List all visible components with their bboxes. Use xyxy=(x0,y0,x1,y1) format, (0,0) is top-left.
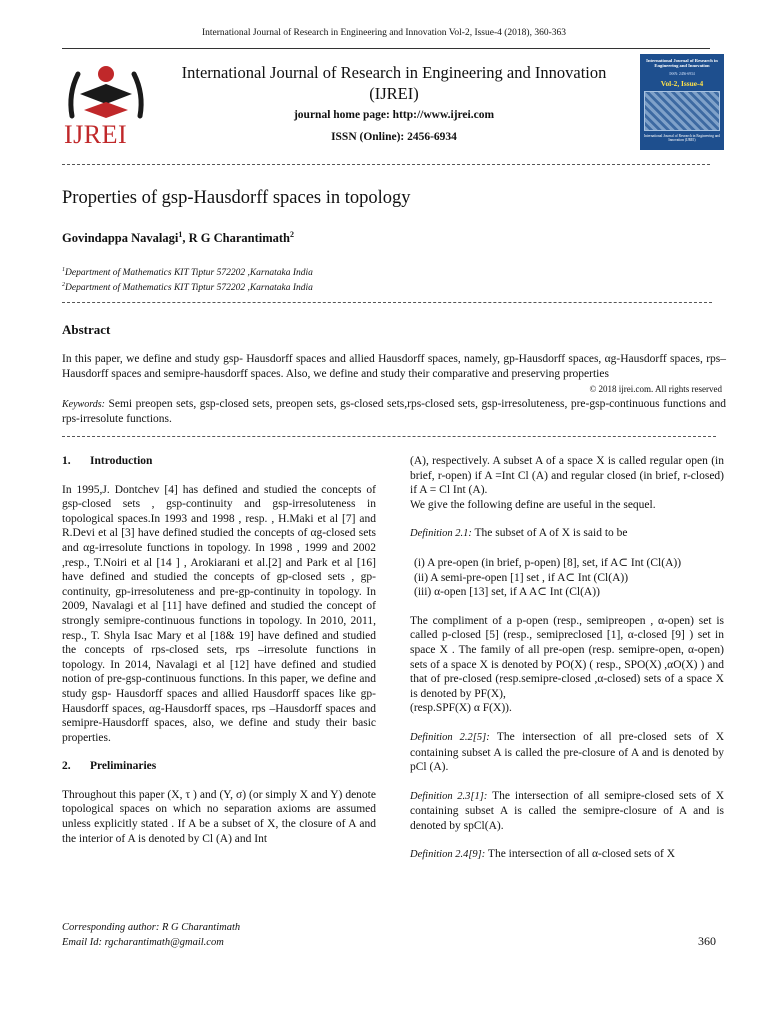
authors xyxy=(62,230,294,246)
cover-footer: International Journal of Research in Engineering and Innovation (IJREI) xyxy=(643,133,721,143)
logo-text: IJREI xyxy=(64,120,128,149)
affiliations xyxy=(62,264,313,294)
definition-label: Definition 2.3[1]: xyxy=(410,790,488,802)
running-head: International Journal of Research in Engineering and Innovation Vol-2, Issue-4 (2018), 360-363 xyxy=(202,28,566,38)
affiliation-2-text: Department of Mathematics KIT Tiptur 572202 ,Karnataka India xyxy=(65,283,313,294)
right-para-2b: (resp.SPF(X) α F(X)). xyxy=(410,702,512,715)
right-column xyxy=(410,454,724,863)
cover-issn: ISSN: 2456-6934 xyxy=(669,71,695,76)
definition-label: Definition 2.4[9]: xyxy=(410,849,486,861)
author-1-sup: 1 xyxy=(178,230,183,239)
affiliation-2 xyxy=(62,279,313,294)
header-rule xyxy=(62,48,710,49)
affiliation-1-text: Department of Mathematics KIT Tiptur 572202 ,Karnataka India xyxy=(65,268,313,279)
abstract-heading: Abstract xyxy=(62,322,111,337)
masthead xyxy=(160,62,628,143)
keywords-text: Semi preopen sets, gsp-closed sets, preopen sets, gs-closed sets,rps-closed sets, gsp-irresoluteness, pre-gsp-continuous functions and rps-irresolute functions. xyxy=(62,398,727,425)
journal-title: International Journal of Research in Engineering and Innovation xyxy=(181,63,607,82)
preliminaries-text: Throughout this paper (X, τ ) and (Y, σ) (or simply X and Y) denote topological spaces on which no separation axioms are assumed unless explicitly stated . If A be a subset of X, the closure of A and the interior of A is denoted by Cl (A) and Int xyxy=(62,788,376,845)
author-2: , R G Charantimath xyxy=(182,231,291,246)
author-email[interactable]: Email Id: rgcharantimath@gmail.com xyxy=(62,937,224,948)
affiliation-1-sup: 1 xyxy=(62,267,65,273)
definition-label: Definition 2.1: xyxy=(410,528,472,540)
journal-cover-image xyxy=(640,54,724,150)
section-title: Preliminaries xyxy=(90,760,157,773)
cover-artwork xyxy=(644,91,720,131)
section-number: 1. xyxy=(62,455,71,467)
section-introduction-heading xyxy=(62,454,376,469)
definition-2-1 xyxy=(410,526,724,542)
author-2-sup: 2 xyxy=(290,230,295,239)
definition-text: The subset of A of X is said to be xyxy=(471,527,628,540)
right-para-1b: We give the following define are useful in the sequel. xyxy=(410,498,656,511)
left-column xyxy=(62,454,376,846)
list-item: (i) A pre-open (in brief, p-open) [8], set, if A⊂ Int (Cl(A)) xyxy=(414,556,682,569)
definition-2-4 xyxy=(410,847,724,863)
abstract-text: In this paper, we define and study gsp- Hausdorff spaces and allied Hausdorff spaces, namely, gp-Hausdorff spaces, αg-Hausdorff spaces, rps–Hausdorff spaces and semipre-hausdorff spaces. Also, we define and study their comparative and preserving properties xyxy=(62,353,726,380)
abstract-rule xyxy=(62,436,716,437)
journal-home-page[interactable]: journal home page: http://www.ijrei.com xyxy=(293,109,495,121)
definition-text: The intersection of all α-closed sets of X xyxy=(485,848,676,861)
list-item: (iii) α-open [13] set, if A A⊂ Int (Cl(A)) xyxy=(414,586,600,599)
section-title: Introduction xyxy=(90,455,153,467)
copyright: © 2018 ijrei.com. All rights reserved xyxy=(589,384,722,394)
definition-label: Definition 2.2[5]: xyxy=(410,731,490,743)
keywords-label: Keywords: xyxy=(62,399,105,410)
page-number: 360 xyxy=(698,934,716,948)
journal-issn: ISSN (Online): 2456-6934 xyxy=(331,131,457,143)
definition-text: The intersection of all pre-closed sets of X containing subset A is called the pre-closure of A and is denoted by pCl (A). xyxy=(410,730,725,774)
affiliation-1 xyxy=(62,264,313,279)
title-rule xyxy=(62,302,712,303)
affiliation-2-sup: 2 xyxy=(62,282,65,289)
right-para-1: (A), respectively. A subset A of a space X is called regular open (in brief, r-open) if A =Int Cl (A) and regular closed (in brief, r-closed) if A = Cl Int (A). xyxy=(410,455,724,497)
introduction-text: In 1995,J. Dontchev [4] has defined and studied the concepts of gsp-closed sets , gsp-continuity and gsp-irresoluteness in topological spaces.In 1993 and 1998 , resp. , H.Maki et al [7] and R.Devi et al [3] have defined studied the concepts of αg-closed sets and αg-irresolute functions in topology. In 1998 , 1999 and 2002 ,resp., T.Noiri et al [14 ] , Arokiarani et al.[2] and Park et al [16] have defined and studied the concepts of gp-closed sets , gp-continuity, gp-irresoluteness and pre-gp-continuity in topology. In 2009, Navalagi et al [11] have defined and studied the concept of strongly semipre-continuous functions in topology. In 2010, 2011, resp., T. Shyla Isac Mary et al [18& 19] have defined and studied the concepts of rps-closed sets, rps –irresolute functions in topology. In 2014, Navalagi et al [12] have defined and studied notion of pre-gsp-continuous functions. In this paper, we define and study gsp- Hausdorff spaces and allied Hausdorff spaces like gp-Hausdorff spaces, αg-Hausdorff spaces, rps –Hausdorff spaces and semipre-Hausdorff spaces, also, we define and study their basic properties. xyxy=(62,483,376,744)
journal-abbr: (IJREI) xyxy=(369,84,419,103)
definition-2-2 xyxy=(410,730,724,775)
definition-text: The intersection of all semipre-closed sets of X containing subset A is called the semipre-closure of A and is denoted by spCl(A). xyxy=(410,789,725,832)
paper-title: Properties of gsp-Hausdorff spaces in topology xyxy=(62,188,411,208)
definition-2-3 xyxy=(410,789,724,834)
cover-volume: Vol-2, Issue-4 xyxy=(660,78,704,88)
author-1: Govindappa Navalagi xyxy=(62,231,179,246)
footer-note xyxy=(62,920,240,950)
list-item: (ii) A semi-pre-open [1] set , if A⊂ Int (Cl(A)) xyxy=(414,571,629,584)
section-number: 2. xyxy=(62,760,71,773)
cover-title: International Journal of Research in Engineering and Innovation xyxy=(646,58,718,69)
section-preliminaries-heading xyxy=(62,759,376,774)
keywords xyxy=(62,397,726,427)
masthead-rule xyxy=(62,164,710,165)
right-para-2: The compliment of a p-open (resp., semipreopen , α-open) set is called p-closed [5] (resp., semipreclosed [1], α-closed [9] ) set in space X . The family of all pre-open (resp. semipre-open, α-open) sets of a space X is denoted by PO(X) ( resp., SPO(X) ,αO(X) ) and that of pre-closed (resp.semipre-closed ,α-closed) sets of a space X is denoted by PF(X), xyxy=(410,614,724,700)
corresponding-author: Corresponding author: R G Charantimath xyxy=(62,922,241,933)
